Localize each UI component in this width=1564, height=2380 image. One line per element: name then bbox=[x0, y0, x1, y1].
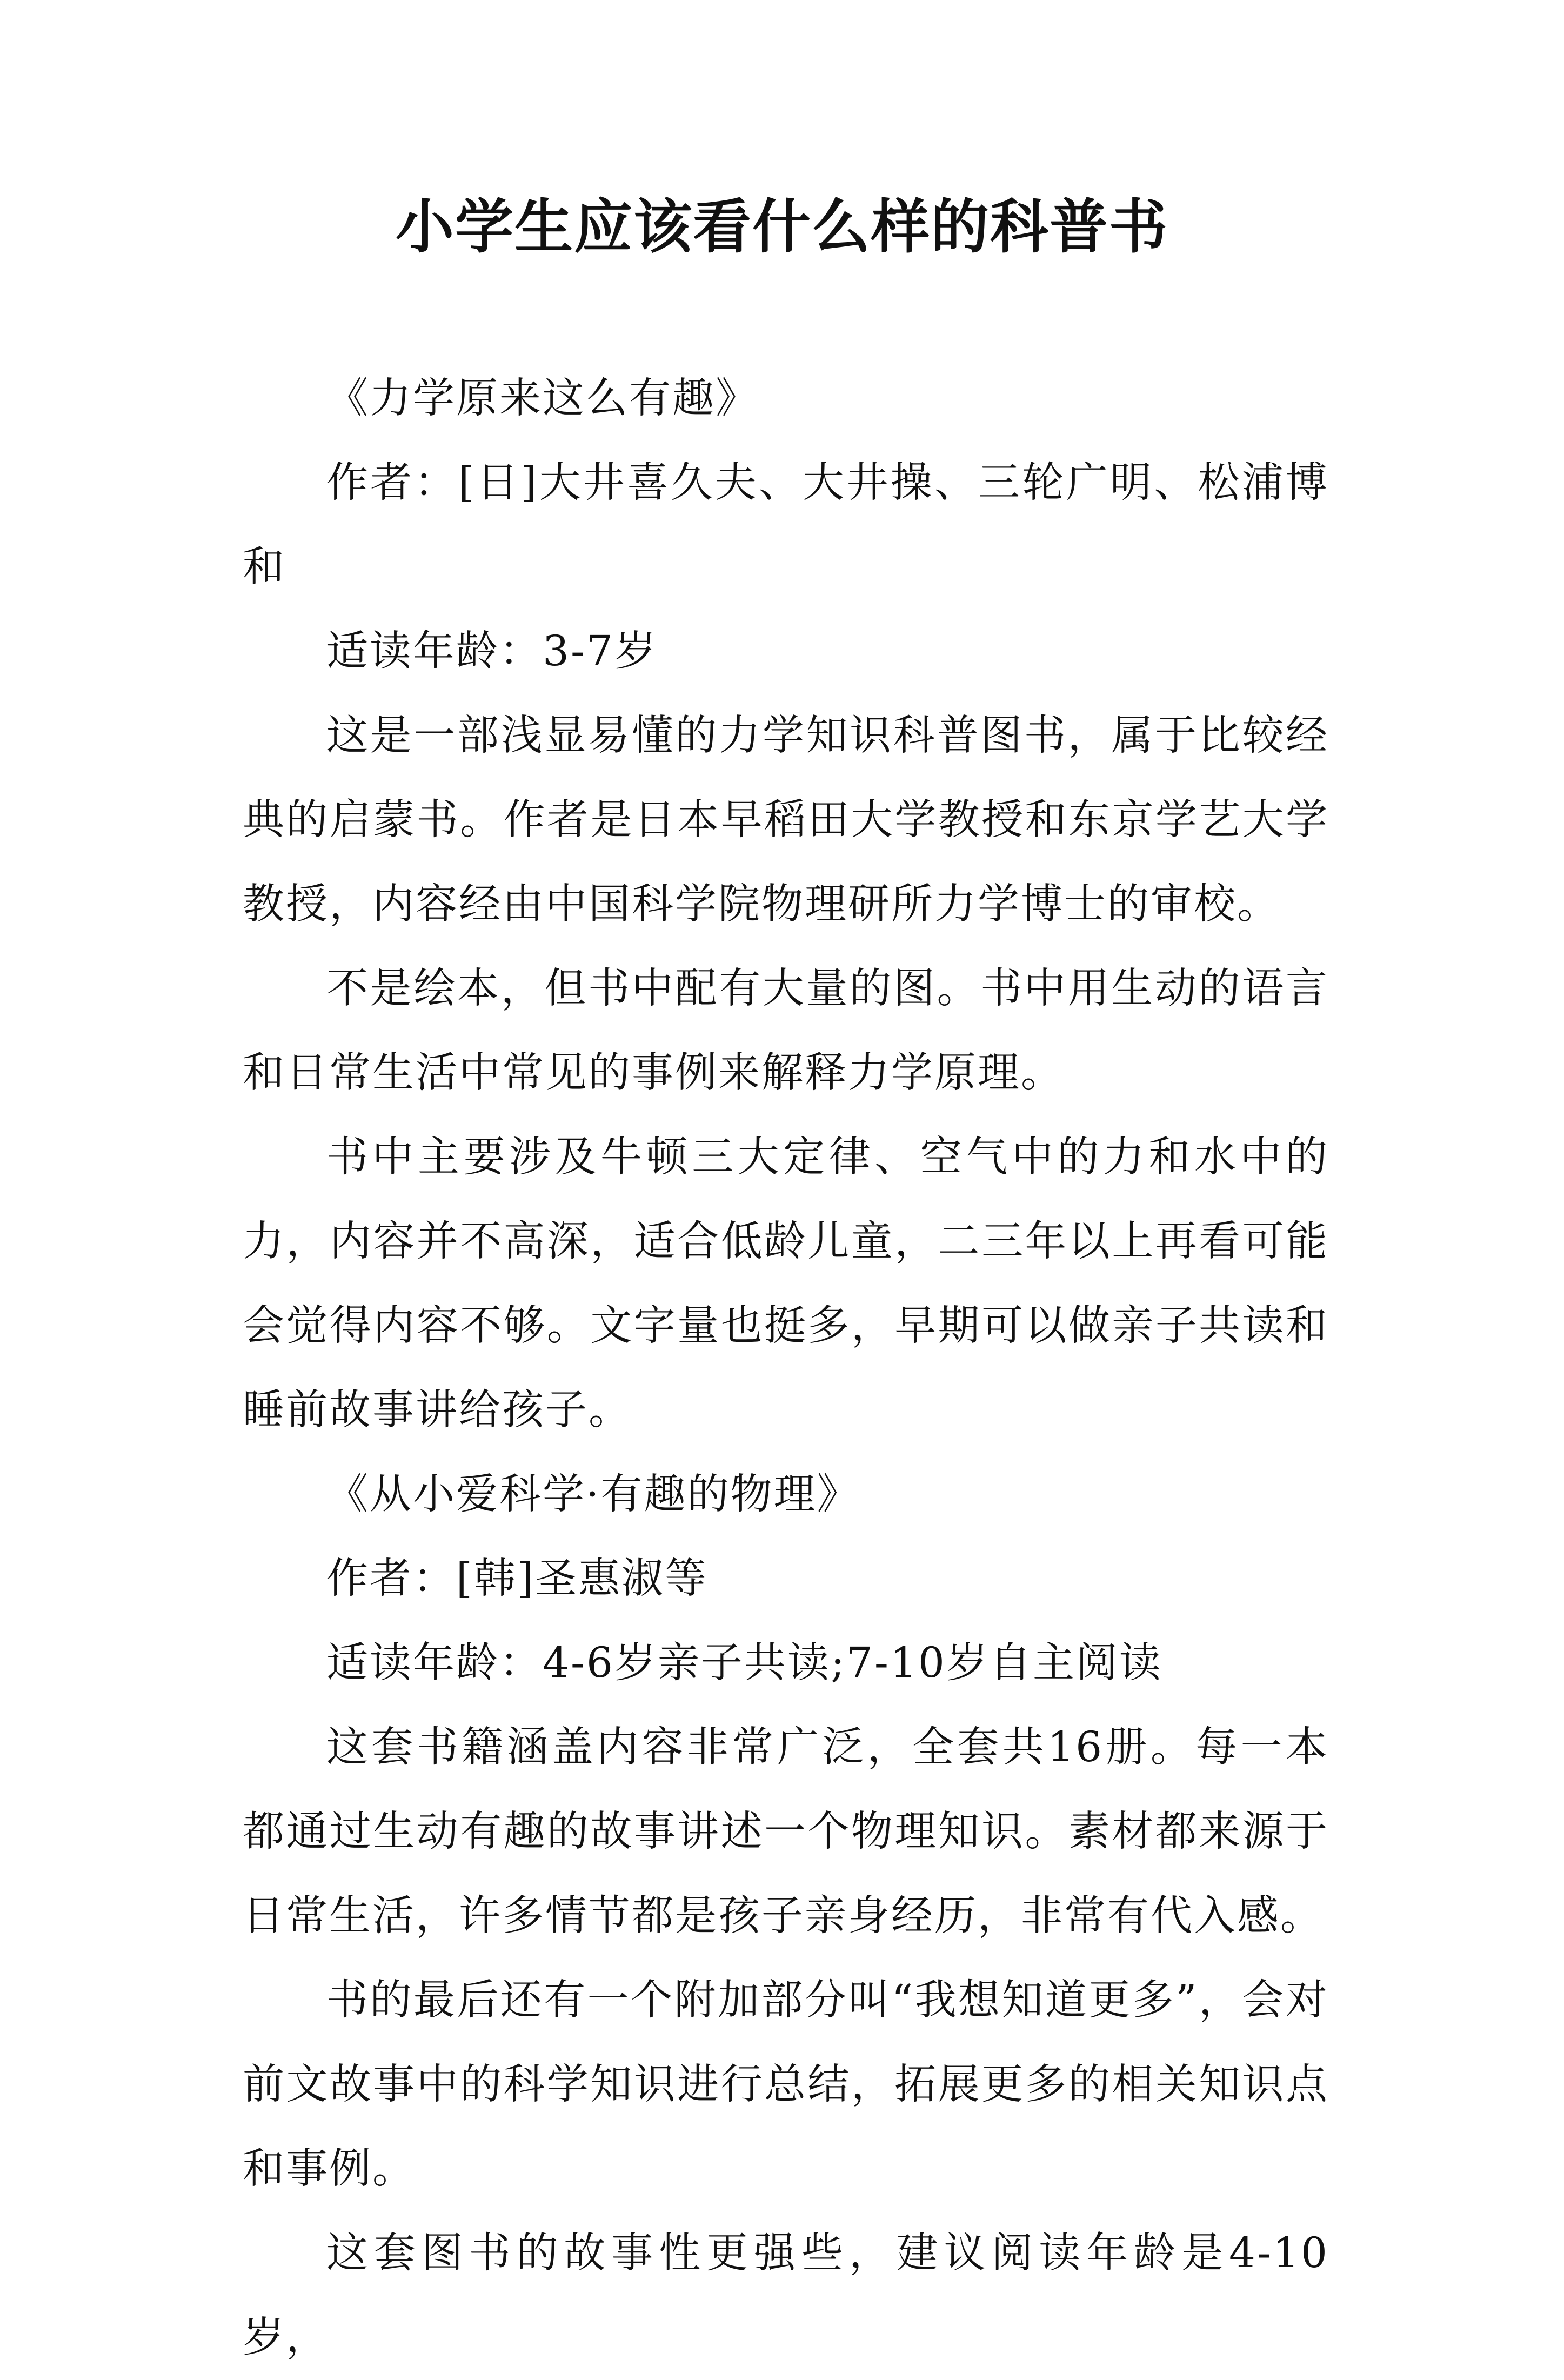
body-paragraph: 这套图书的故事性更强些，建议阅读年龄是4-10岁， bbox=[243, 2229, 1329, 2362]
reading-age-paragraph: 适读年龄：4-6岁亲子共读;7-10岁自主阅读 bbox=[326, 1639, 1162, 1687]
body-paragraph: 这是一部浅显易懂的力学知识科普图书，属于比较经典的启蒙书。作者是日本早稻田大学教授和东京学艺大学教授，内容经由中国科学院物理研所力学博士的审校。 bbox=[243, 712, 1329, 928]
body-paragraph: 书的最后还有一个附加部分叫“我想知道更多”，会对前文故事中的科学知识进行总结，拓展更多的相关知识点和事例。 bbox=[243, 1976, 1329, 2193]
document-body bbox=[243, 357, 1329, 2380]
author-paragraph: 作者：[日]大井喜久夫、大井操、三轮广明、松浦博和 bbox=[243, 459, 1329, 591]
book-title-paragraph: 《从小爱科学·有趣的物理》 bbox=[326, 1470, 860, 1519]
body-paragraph: 这套书籍涵盖内容非常广泛，全套共16册。每一本都通过生动有趣的故事讲述一个物理知识。素材都来源于日常生活，许多情节都是孩子亲身经历，非常有代入感。 bbox=[243, 1723, 1329, 1940]
document-title: 小学生应该看什么样的科普书 bbox=[395, 193, 1168, 261]
author-paragraph: 作者：[韩]圣惠淑等 bbox=[326, 1555, 709, 1603]
book-title-paragraph: 《力学原来这么有趣》 bbox=[326, 375, 759, 423]
body-paragraph: 不是绘本，但书中配有大量的图。书中用生动的语言和日常生活中常见的事例来解释力学原理。 bbox=[243, 965, 1329, 1097]
reading-age-paragraph: 适读年龄：3-7岁 bbox=[326, 627, 658, 676]
body-paragraph: 书中主要涉及牛顿三大定律、空气中的力和水中的力，内容并不高深，适合低龄儿童，二三年以上再看可能会觉得内容不够。文字量也挺多，早期可以做亲子共读和睡前故事讲给孩子。 bbox=[243, 1133, 1329, 1434]
